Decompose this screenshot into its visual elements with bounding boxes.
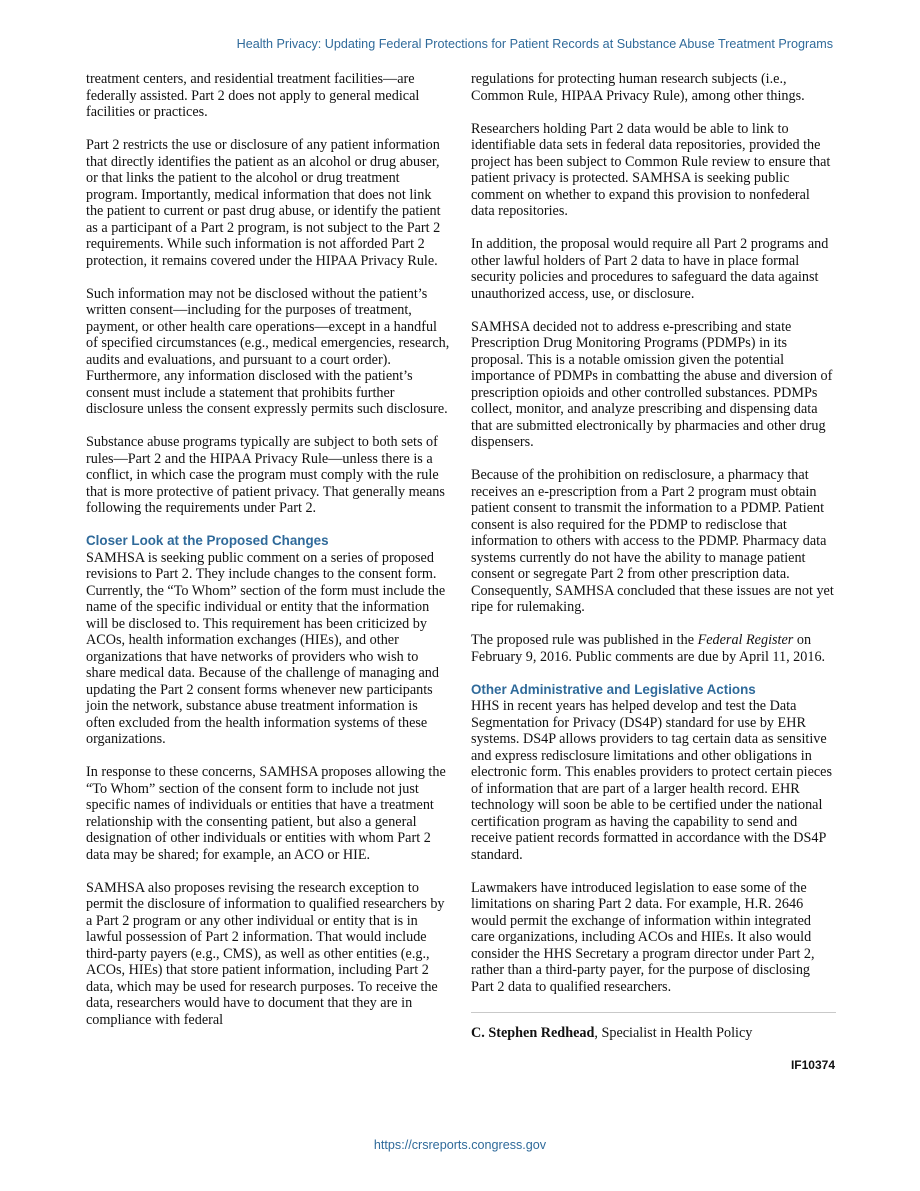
author-line: [471, 1025, 835, 1042]
paragraph: Researchers holding Part 2 data would be able to link to identifiable data sets in federal data repositories, provided the project has been subject to Common Rule review to ensure that patient privacy is protected. SAMHSA is seeking public comment on whether to expand this provision to nonfederal data repositories.: [471, 120, 831, 219]
paragraph: HHS in recent years has helped develop and test the Data Segmentation for Privacy (DS4P) standard for use by EHR systems. DS4P allows providers to tag certain data as sensitive and express redisclosure limitations and other obligations in electronic form. This enables providers to protect certain pieces of information that are part of a larger health record. EHR technology will soon be able to be certified under the national certification program as having the capability to send and receive patient records formatted in accordance with the DS4P standard.: [471, 698, 832, 863]
paragraph: In addition, the proposal would require all Part 2 programs and other lawful holders of Part 2 data to have in place formal security policies and procedures to safeguard the data against unauthorized access, use, or disclosure.: [471, 236, 829, 302]
paragraph: SAMHSA decided not to address e-prescribing and state Prescription Drug Monitoring Programs (PDMPs) in its proposal. This is a notable omission given the potential importance of PDMPs in combatting the abuse and diversion of prescription opioids and other controlled substances. PDMPs collect, monitor, and analyze prescribing and dispensing data that are submitted electronically by pharmacies and other drug dispensers.: [471, 318, 833, 450]
paragraph: treatment centers, and residential treatment facilities—are federally assisted. Part 2 does not apply to general medical facilities or practices.: [86, 71, 420, 120]
product-id: IF10374: [790, 1057, 835, 1072]
paragraph: In response to these concerns, SAMHSA proposes allowing the “To Whom” section of the consent form to include not just specific names of individuals or entities that have a treatment relationship with the consenting patient, but also a general designation of other individuals or entities with whom Part 2 data may be shared; for example, an ACO or HIE.: [86, 764, 446, 863]
paragraph: SAMHSA also proposes revising the research exception to permit the disclosure of information to qualified researchers by a Part 2 program or any other individual or entity that is in lawful possession of Part 2 information. That would include third-party payers (e.g., CMS), as well as other entities (e.g., ACOs, HIEs) that store patient information, including Part 2 data, which may be used for research purposes. To receive the data, researchers would have to document that they are in compliance with federal: [86, 879, 445, 1028]
paragraph: SAMHSA is seeking public comment on a series of proposed revisions to Part 2. They include changes to the consent form. Currently, the “To Whom” section of the form must include the name of the specific individual or entity that the information will be disclosed to. This requirement has been criticized by ACOs, health information exchanges (HIEs), and other organizations that have networks of providers who wish to share medical data. Because of the challenge of managing and updating the Part 2 consent forms whenever new participants join the network, substance abuse treatment information is often excluded from the health information systems of these organizations.: [86, 549, 446, 747]
author-name: C. Stephen Redhead: [471, 1024, 595, 1041]
paragraph: [471, 632, 835, 665]
paragraph: Because of the prohibition on redisclosure, a pharmacy that receives an e-prescription from a Part 2 program must obtain patient consent to transmit the information to a PDMP. Patient consent is also required for the PDMP to redisclose that information to others with access to the PDMP. Pharmacy data systems currently do not have the ability to manage patient consent or segregate Part 2 from other prescription data. Consequently, SAMHSA concluded that these issues are not yet ripe for rulemaking.: [471, 467, 834, 615]
paragraph: Lawmakers have introduced legislation to ease some of the limitations on sharing Part 2 data. For example, H.R. 2646 would permit the exchange of information within integrated care organizations, including ACOs and HIEs. It also would consider the HHS Secretary a program director under Part 2, rather than a third-party payer, for the purpose of disclosing Part 2 data to qualified researchers.: [471, 879, 815, 995]
right-column: [471, 71, 835, 1072]
footer-url-link[interactable]: https://crsreports.congress.gov: [373, 1138, 547, 1152]
paragraph: Such information may not be disclosed without the patient’s written consent—including for the purposes of treatment, payment, or other health care operations—except in a handful of specified circumstances (e.g., medical emergencies, research, audits and evaluations, and pursuant to a court order). Furthermore, any information disclosed with the patient’s consent must include a statement that prohibits further disclosure unless the consent expressly permits such disclosure.: [86, 285, 450, 417]
author-title: , Specialist in Health Policy: [594, 1024, 753, 1041]
paragraph: Substance abuse programs typically are subject to both sets of rules—Part 2 and the HIPAA Privacy Rule—unless there is a conflict, in which case the program must comply with the rule that is more protective of patient privacy. That generally means following the requirements under Part 2.: [86, 434, 445, 516]
paragraph: Part 2 restricts the use or disclosure of any patient information that directly identifies the patient as an alcohol or drug abuser, or that links the patient to the alcohol or drug treatment program. Importantly, medical information that does not link the patient to current or past drug abuse, or identify the patient as a participant of a Part 2 program, is not subject to the Part 2 requirements. While such information is not afforded Part 2 protection, it remains covered under the HIPAA Privacy Rule.: [86, 137, 441, 269]
section-heading: Closer Look at the Proposed Changes: [86, 533, 329, 548]
running-header-title: Health Privacy: Updating Federal Protections for Patient Records at Substance Abuse Treatment Programs: [236, 37, 833, 51]
section-heading: Other Administrative and Legislative Actions: [471, 681, 756, 697]
publication-title: Federal Register: [697, 632, 794, 648]
paragraph-text: on February 9, 2016. Public comments are due by April 11, 2016.: [471, 632, 826, 665]
paragraph-text: The proposed rule was published in the: [471, 632, 698, 648]
paragraph: regulations for protecting human research subjects (i.e., Common Rule, HIPAA Privacy Rule), among other things.: [471, 71, 805, 104]
left-column: [86, 71, 450, 1028]
divider: [471, 1012, 836, 1013]
